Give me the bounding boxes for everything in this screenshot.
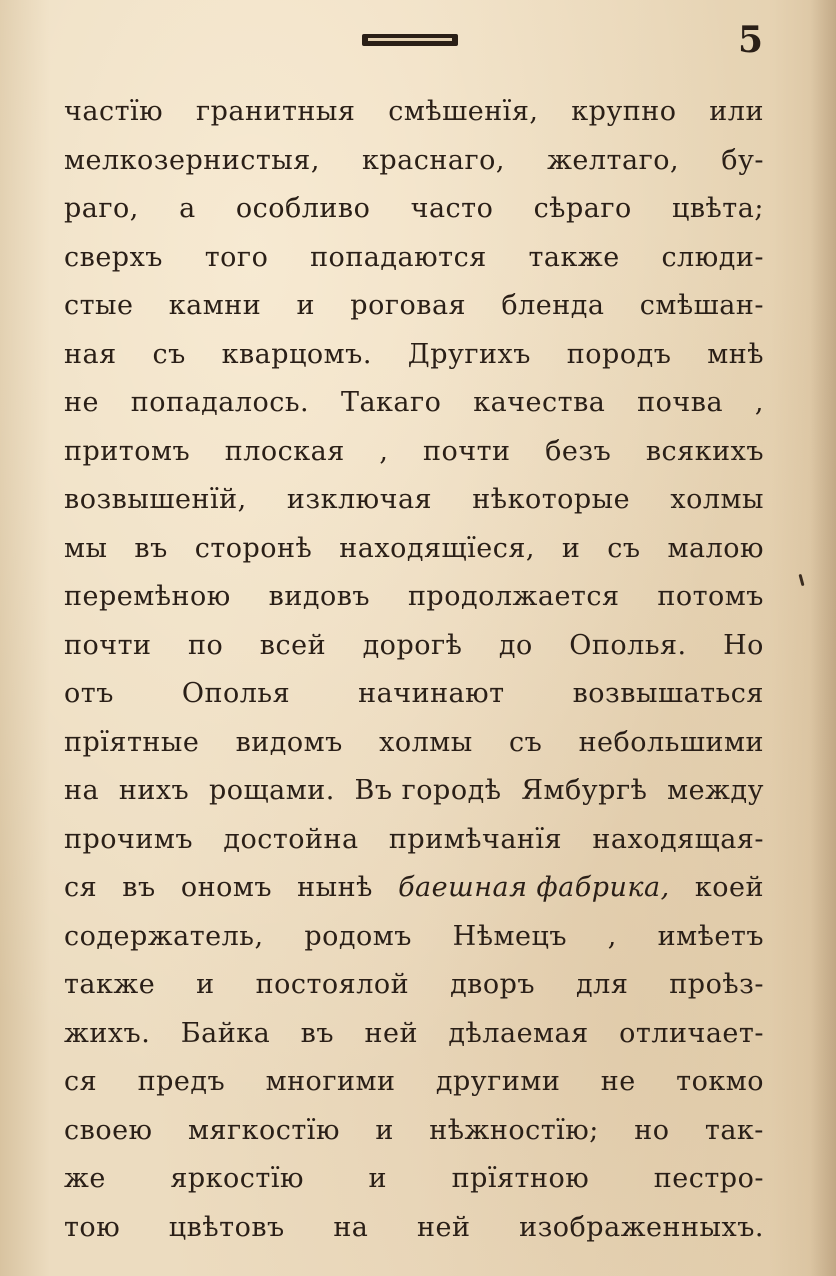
- word: бу-: [721, 144, 764, 176]
- word: перемѣною: [64, 581, 231, 612]
- word: прїятною: [451, 1163, 590, 1194]
- word: коей: [694, 872, 764, 903]
- word: попадалось.: [130, 387, 310, 418]
- word: рощами.: [208, 775, 335, 806]
- word: всякихъ: [645, 435, 764, 467]
- word: почва: [637, 387, 724, 418]
- word: ,: [607, 920, 617, 952]
- word: видовъ: [268, 581, 371, 612]
- word: содержатель,: [64, 920, 264, 952]
- word: того: [204, 241, 269, 273]
- word: качества: [473, 387, 606, 418]
- word: возвышенїй,: [64, 484, 247, 515]
- text-line: [64, 1204, 764, 1253]
- word: изключая: [286, 484, 433, 515]
- word: Но: [723, 629, 764, 661]
- word: а: [179, 193, 196, 224]
- word: смѣшенїя,: [388, 96, 539, 127]
- word: находящая-: [592, 823, 764, 855]
- word: дѣлаемая: [448, 1017, 589, 1049]
- word: Ополья: [181, 678, 291, 709]
- word: гранитныя: [195, 96, 356, 127]
- word: бленда: [501, 290, 605, 321]
- word: въ: [134, 532, 168, 564]
- word: примѣчанїя: [388, 823, 563, 855]
- word: сторонѣ: [194, 532, 313, 564]
- text-line: [64, 282, 764, 331]
- word: до: [498, 629, 533, 661]
- text-line: [64, 670, 764, 719]
- word: цвѣтовъ: [168, 1211, 285, 1243]
- text-line: [64, 767, 764, 816]
- word: имѣетъ: [657, 920, 764, 952]
- word: Въ городѣ: [354, 775, 502, 806]
- word: притомъ: [64, 435, 191, 467]
- text-line: [64, 719, 764, 768]
- word: изображенныхъ.: [519, 1211, 764, 1243]
- word: на: [333, 1211, 369, 1243]
- word: постоялой: [255, 969, 410, 1000]
- word: Ямбургѣ: [521, 775, 648, 806]
- word: краснаго,: [362, 144, 505, 176]
- word: нѣжностїю;: [429, 1114, 599, 1146]
- word: крупно: [571, 96, 677, 127]
- text-line: [64, 331, 764, 380]
- word: сверхъ: [64, 241, 163, 273]
- word: по: [188, 629, 224, 661]
- text-line: [64, 428, 764, 477]
- header-ornament-rule: [362, 34, 458, 46]
- word: но: [634, 1114, 670, 1146]
- word: другими: [435, 1066, 561, 1097]
- word: нынѣ: [297, 872, 373, 903]
- word: частїю: [64, 96, 164, 127]
- word: яркостїю: [170, 1163, 305, 1194]
- text-line: [64, 1155, 764, 1204]
- margin-mark: [798, 574, 804, 586]
- page-number: 5: [738, 19, 764, 61]
- word: мелкозернистыя,: [64, 144, 320, 176]
- word: ,: [754, 387, 764, 418]
- word: особливо: [235, 193, 371, 224]
- word: проѣз-: [669, 969, 764, 1000]
- word: многими: [265, 1066, 396, 1097]
- word: почти: [423, 435, 511, 467]
- word: мы: [64, 532, 108, 564]
- word: ная: [64, 338, 117, 370]
- word: ,: [379, 435, 389, 467]
- word: ней: [364, 1017, 418, 1049]
- word: роговая: [350, 290, 467, 321]
- word: так-: [704, 1114, 764, 1146]
- text-line: [64, 913, 764, 962]
- body-text: [64, 88, 764, 1252]
- text-line: [64, 573, 764, 622]
- word: дорогѣ: [362, 629, 463, 661]
- word: достойна: [223, 823, 359, 855]
- word: своею: [64, 1114, 153, 1146]
- text-line: [64, 961, 764, 1010]
- word: потомъ: [657, 581, 764, 612]
- text-line: [64, 1010, 764, 1059]
- word: Нѣмецъ: [452, 920, 568, 952]
- word: также: [528, 241, 620, 273]
- word: смѣшан-: [639, 290, 764, 321]
- word: съ: [607, 532, 641, 564]
- word: слюди-: [661, 241, 764, 273]
- word: и: [375, 1114, 394, 1146]
- word: малою: [667, 532, 764, 564]
- word: отличает-: [619, 1017, 764, 1049]
- word: между: [667, 775, 764, 806]
- word: также: [64, 969, 156, 1000]
- word: породъ: [566, 338, 672, 370]
- text-line: [64, 88, 764, 137]
- word: токмо: [676, 1066, 764, 1097]
- word: нихъ: [118, 775, 190, 806]
- word: дворъ: [450, 969, 536, 1000]
- text-line: [64, 622, 764, 671]
- word: Ополья.: [569, 629, 687, 661]
- word: съ: [509, 726, 543, 758]
- word: жихъ.: [64, 1017, 151, 1049]
- word: пестро-: [653, 1163, 764, 1194]
- word: предъ: [137, 1066, 226, 1097]
- word: Такаго: [340, 387, 442, 418]
- word: находящїеся,: [339, 532, 535, 564]
- word: Другихъ: [407, 338, 531, 370]
- word: отъ: [64, 678, 114, 709]
- word: стые: [64, 290, 134, 321]
- word: для: [576, 969, 629, 1000]
- word: раго,: [64, 193, 139, 224]
- word: начинают: [358, 678, 505, 709]
- word: желтаго,: [547, 144, 680, 176]
- text-line: [64, 1107, 764, 1156]
- word: видомъ: [235, 726, 343, 758]
- text-line: [64, 476, 764, 525]
- word: сѣраго: [533, 193, 632, 224]
- word: же: [64, 1163, 106, 1194]
- word: не: [64, 387, 99, 418]
- word: ней: [417, 1211, 471, 1243]
- word: возвышаться: [572, 678, 764, 709]
- word: ся: [64, 1066, 98, 1097]
- word: всей: [259, 629, 327, 661]
- word: мнѣ: [707, 338, 764, 370]
- word: прїятные: [64, 726, 200, 758]
- word: въ: [122, 872, 156, 903]
- text-line: [64, 1058, 764, 1107]
- word: ся: [64, 872, 98, 903]
- word: продолжается: [407, 581, 620, 612]
- text-line: [64, 379, 764, 428]
- text-line: [64, 185, 764, 234]
- word: и: [196, 969, 215, 1000]
- word: часто: [410, 193, 494, 224]
- word: нѣкоторые: [472, 484, 631, 515]
- word: прочимъ: [64, 823, 194, 855]
- word: небольшими: [578, 726, 764, 758]
- word: родомъ: [304, 920, 412, 952]
- word: кварцомъ.: [221, 338, 372, 370]
- word: Байка: [180, 1017, 271, 1049]
- word: почти: [64, 629, 152, 661]
- word: попадаются: [310, 241, 487, 273]
- word: ономъ: [180, 872, 273, 903]
- word: съ: [152, 338, 186, 370]
- word: тою: [64, 1211, 121, 1243]
- text-line: [64, 234, 764, 283]
- word: мягкостїю: [187, 1114, 340, 1146]
- page-edge-shadow: [810, 0, 836, 1276]
- word: и: [296, 290, 316, 321]
- word: въ: [300, 1017, 335, 1049]
- word: камни: [168, 290, 262, 321]
- word: на: [64, 775, 100, 806]
- word: безъ: [545, 435, 612, 467]
- word: не: [600, 1066, 636, 1097]
- text-line: [64, 137, 764, 186]
- text-line: [64, 816, 764, 865]
- word: холмы: [670, 484, 764, 515]
- word: и: [368, 1163, 388, 1194]
- word: холмы: [379, 726, 473, 758]
- text-line: [64, 864, 764, 913]
- word: плоская: [224, 435, 345, 467]
- word: и: [561, 532, 581, 564]
- word: баешная фабрика,: [398, 872, 670, 903]
- word: цвѣта;: [671, 193, 764, 224]
- text-line: [64, 525, 764, 574]
- word: или: [709, 96, 764, 127]
